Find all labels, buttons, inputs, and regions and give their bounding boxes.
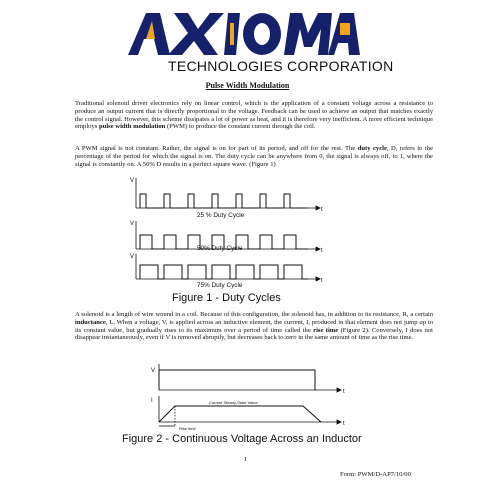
p3-bold-inductance: inductance [75,318,106,326]
logo-tagline: TECHNOLOGIES CORPORATION [168,58,394,74]
p2-bold-duty-cycle: duty cycle [357,145,387,152]
fig1-label-v-3: V [130,254,135,260]
paragraph-solenoid [75,311,433,342]
figure-1-duty-cycles [130,174,330,292]
p3-text-1: A solenoid is a length of wire wound in a coil. Because of this configuration, the solenoid has, in addition to its resistance, R, a certain [75,311,433,318]
fig1-waveform-25 [140,194,308,208]
company-logo [0,0,495,80]
p3-text-3: (Figure 2). Conversely, I does not disappear instantaneously, even if V is removed abruptly, but decreases back to zero in the same amount of time as the rise time. [75,326,433,342]
paragraph-pwm-signal [75,145,433,168]
fig1-label-v-2: V [130,221,135,227]
paragraph-linear-control [75,100,433,131]
page-title: Pulse Width Modulation [205,81,290,90]
axiomatic-wordmark [122,9,362,57]
fig1-label-v-1: V [130,178,135,184]
fig2-arrow-t-top [337,388,341,392]
fig2-arrow-t-bottom [337,420,341,424]
p1-text-2: (PWM) to produce the constant current through the coil. [165,123,316,131]
fig1-duty-label-75: 75% Duty Cycle [197,282,243,289]
fig2-label-i: I [151,398,153,404]
fig2-label-t-top: t [343,389,345,395]
fig2-label-v: V [151,368,156,374]
p2-text-2: , D, refers to the percentage of the period for which the signal is on. The duty cycle can be anywhere from 0, the signal is always off, to 1, where the signal is constantly on. A 50% D results in a perfect square wave. (Figure 1) [75,145,433,168]
p1-text-1: Traditional solenoid driver electronics rely on linear control, which is the application of a constant voltage across a resistance to produce an output current that is directly proportional to the voltage. Feedback can be used to achieve an output that matches exactly the control signal. However, this scheme dissipates a lot of power as heat, and it is therefore very inefficient. A more efficient technique employs [75,100,433,131]
fig2-voltage-step [159,370,315,390]
p2-text-1: A PWM signal is not constant. Rather, the signal is on for part of its period, and off for the rest. The [75,145,358,152]
fig1-label-t-1: t [321,207,323,213]
figure-1-caption: Figure 1 - Duty Cycles [172,292,281,304]
form-identifier: Form: PWM/D-AP7/10/00 [340,471,411,478]
fig1-label-t-2: t [321,248,323,254]
p3-text-2: , L. When a voltage, V, is applied across an inductive element, the current, I, produced in that element does not jump up to its constant value, but gradually rises to its maximum over a period of time called the [75,318,433,334]
p1-bold-pwm: pulse width modulation [99,123,166,131]
fig1-duty-label-50: 50% Duty Cycle [197,245,243,252]
fig1-arrow-t-3 [316,277,320,281]
fig2-label-t-bottom: t [343,421,345,427]
figure-2-inductor-current [145,362,360,432]
fig2-rise-time-label: Rise time [179,426,196,431]
fig1-label-t-3: t [321,278,323,284]
fig2-steady-state-label: Current Steady-State Value [209,400,258,405]
figure-2-caption: Figure 2 - Continuous Voltage Across an Inductor [122,433,362,445]
page-number: 1 [244,456,248,463]
fig1-arrow-t-2 [316,247,320,251]
fig2-current-curve [159,406,321,422]
fig1-waveform-75 [140,265,308,279]
fig1-arrow-t-1 [316,206,320,210]
fig1-duty-label-25: 25 % Duty Cycle [197,212,245,219]
p3-bold-rise-time: rise time [313,326,339,334]
